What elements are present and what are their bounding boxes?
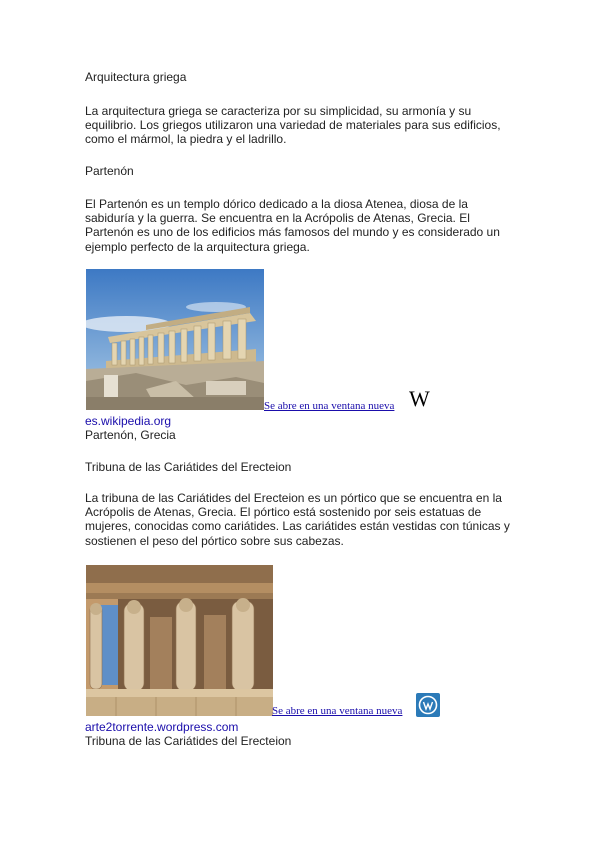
source-domain-1[interactable]: es.wikipedia.org [85, 414, 172, 428]
caryatids-image[interactable] [86, 565, 273, 716]
open-new-window-link-1[interactable]: Se abre en una ventana nueva [264, 400, 395, 412]
source-link-2[interactable] [85, 720, 238, 734]
source-link-1[interactable] [85, 414, 171, 428]
partenon-paragraph: El Partenón es un templo dórico dedicado a la diosa Atenea, diosa de la sabiduría y la guerra. Se encuentra en la Acrópolis de Atenas, Grecia. El Partenón es uno de los edificios más famosos del mundo y es considerado un ejemplo perfecto de la arquitectura griega. [85, 197, 500, 254]
wordpress-icon [416, 693, 440, 717]
parthenon-image[interactable] [86, 269, 264, 410]
title-heading: Arquitectura griega [85, 70, 187, 84]
wikipedia-w-icon: W [409, 386, 430, 411]
open-new-window-link-2[interactable]: Se abre en una ventana nueva [272, 705, 403, 717]
intro-paragraph: La arquitectura griega se caracteriza por su simplicidad, su armonía y su equilibrio. Los griegos utilizaron una variedad de materiales para sus edificios, como el mármol, la piedra y el ladrillo. [85, 104, 501, 147]
caption-2: Tribuna de las Cariátides del Erecteion [85, 734, 292, 748]
caption-1: Partenón, Grecia [85, 428, 176, 442]
source-domain-2[interactable]: arte2torrente.wordpress.com [85, 720, 239, 734]
tribuna-paragraph: La tribuna de las Cariátides del Erecteion es un pórtico que se encuentra en la Acrópolis de Atenas, Grecia. El pórtico está sostenido por seis estatuas de mujeres, conocidas como cariátides. Las cariátides están vestidas con túnicas y sostienen el peso del pórtico sobre sus cabezas. [85, 491, 510, 548]
tribuna-heading: Tribuna de las Cariátides del Erecteion [85, 460, 292, 474]
partenon-heading: Partenón [85, 164, 134, 178]
